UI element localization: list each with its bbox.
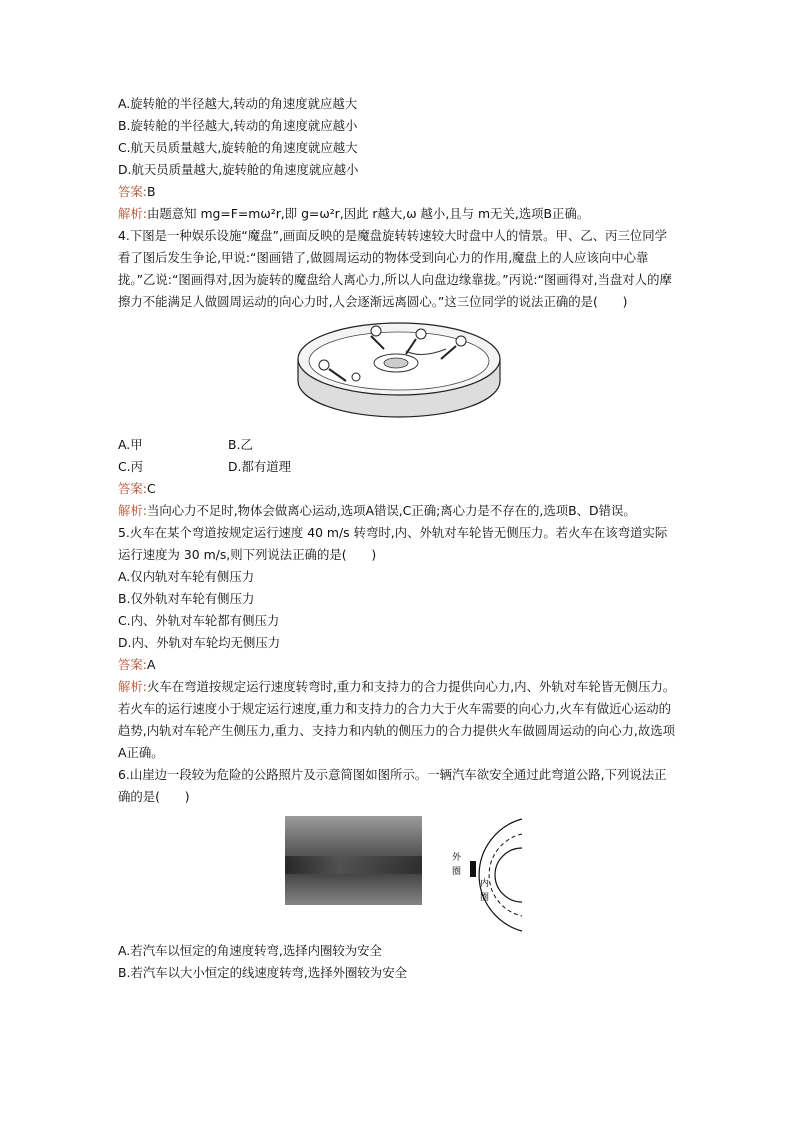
outer-ring-label-1: 外 xyxy=(452,853,462,863)
answer-value: C xyxy=(146,481,156,496)
q5-answer xyxy=(118,654,678,676)
q3-option-a: A.旋转舱的半径越大,转动的角速度就应越大 xyxy=(118,96,358,111)
q6-option-b: B.若汽车以大小恒定的线速度转弯,选择外圈较为安全 xyxy=(118,965,407,980)
q4-answer xyxy=(118,478,678,500)
curve-road-diagram xyxy=(444,816,524,934)
q6-stem: 6.山崖边一段较为危险的公路照片及示意简图如图所示。一辆汽车欲安全通过此弯道公路,下列说法正确的是( ) xyxy=(118,767,667,804)
q5-stem: 5.火车在某个弯道按规定运行速度 40 m/s 转弯时,内、外轨对车轮皆无侧压力。若火车在该弯道实际运行速度为 30 m/s,则下列说法正确的是( ) xyxy=(118,525,668,562)
answer-label: 答案: xyxy=(118,184,147,199)
inner-ring-label-1: 内 xyxy=(480,879,490,889)
q4-stem: 4.下图是一种娱乐设施“魔盘”,画面反映的是魔盘旋转转速较大时盘中人的情景。甲、乙、丙三位同学看了图后发生争论,甲说:“图画错了,做圆周运动的物体受到向心力的作用,魔盘上的人应该向中心靠拢。”乙说:“图画得对,因为旋转的魔盘给人离心力,所以人向盘边缘靠拢。”丙说:“图画得对,当盘对人的摩擦力不能满足人做圆周运动的向心力时,人会逐渐远离圆心。”这三位同学的说法正确的是( ) xyxy=(118,228,672,309)
magic-disk-illustration xyxy=(296,319,502,419)
analysis-label: 解析: xyxy=(118,679,147,694)
q4-options-row-1 xyxy=(118,434,678,456)
q4-option-d: D.都有道理 xyxy=(228,459,292,474)
q5-option-b: B.仅外轨对车轮有侧压力 xyxy=(118,591,255,606)
q3-option-d: D.航天员质量越大,旋转舱的角速度就应越小 xyxy=(118,162,359,177)
q3-option-b: B.旋转舱的半径越大,转动的角速度就应越小 xyxy=(118,118,358,133)
analysis-text: 由题意知 mg=F=mω²r,即 g=ω²r,因此 r越大,ω 越小,且与 m无关,选项B正确。 xyxy=(146,206,590,221)
analysis-label: 解析: xyxy=(118,206,147,221)
analysis-label: 解析: xyxy=(118,503,147,518)
outer-ring-label-2: 圈 xyxy=(452,867,462,877)
q3-option-c: C.航天员质量越大,旋转舱的角速度就应越大 xyxy=(118,140,358,155)
q5-analysis xyxy=(118,676,678,764)
q6-option-a: A.若汽车以恒定的角速度转弯,选择内圈较为安全 xyxy=(118,943,382,958)
q4-option-b: B.乙 xyxy=(228,437,253,452)
answer-label: 答案: xyxy=(118,657,147,672)
analysis-text: 火车在弯道按规定运行速度转弯时,重力和支持力的合力提供向心力,内、外轨对车轮皆无侧压力。若火车的运行速度小于规定运行速度,重力和支持力的合力大于火车需要的向心力,火车有做近心运动的趋势,内轨对车轮产生侧压力,重力、支持力和内轨的侧压力的合力提供火车做圆周运动的向心力,故选项A正确。 xyxy=(118,679,676,760)
q4-analysis xyxy=(118,500,678,522)
cliff-road-photo xyxy=(285,816,422,905)
inner-ring-label-2: 圈 xyxy=(480,893,490,903)
document-page xyxy=(118,93,678,984)
q4-option-c: C.丙 xyxy=(118,459,143,474)
q6-figures xyxy=(285,816,678,934)
q4-option-a: A.甲 xyxy=(118,437,143,452)
answer-label: 答案: xyxy=(118,481,147,496)
q5-option-d: D.内、外轨对车轮均无侧压力 xyxy=(118,635,281,650)
q3-answer xyxy=(118,181,678,203)
q4-options-row-2 xyxy=(118,456,678,478)
answer-value: B xyxy=(146,184,156,199)
answer-value: A xyxy=(146,657,156,672)
q3-analysis xyxy=(118,203,678,225)
q5-option-c: C.内、外轨对车轮都有侧压力 xyxy=(118,613,280,628)
q5-option-a: A.仅内轨对车轮有侧压力 xyxy=(118,569,255,584)
analysis-text: 当向心力不足时,物体会做离心运动,选项A错误,C正确;离心力是不存在的,选项B、D错误。 xyxy=(146,503,636,518)
